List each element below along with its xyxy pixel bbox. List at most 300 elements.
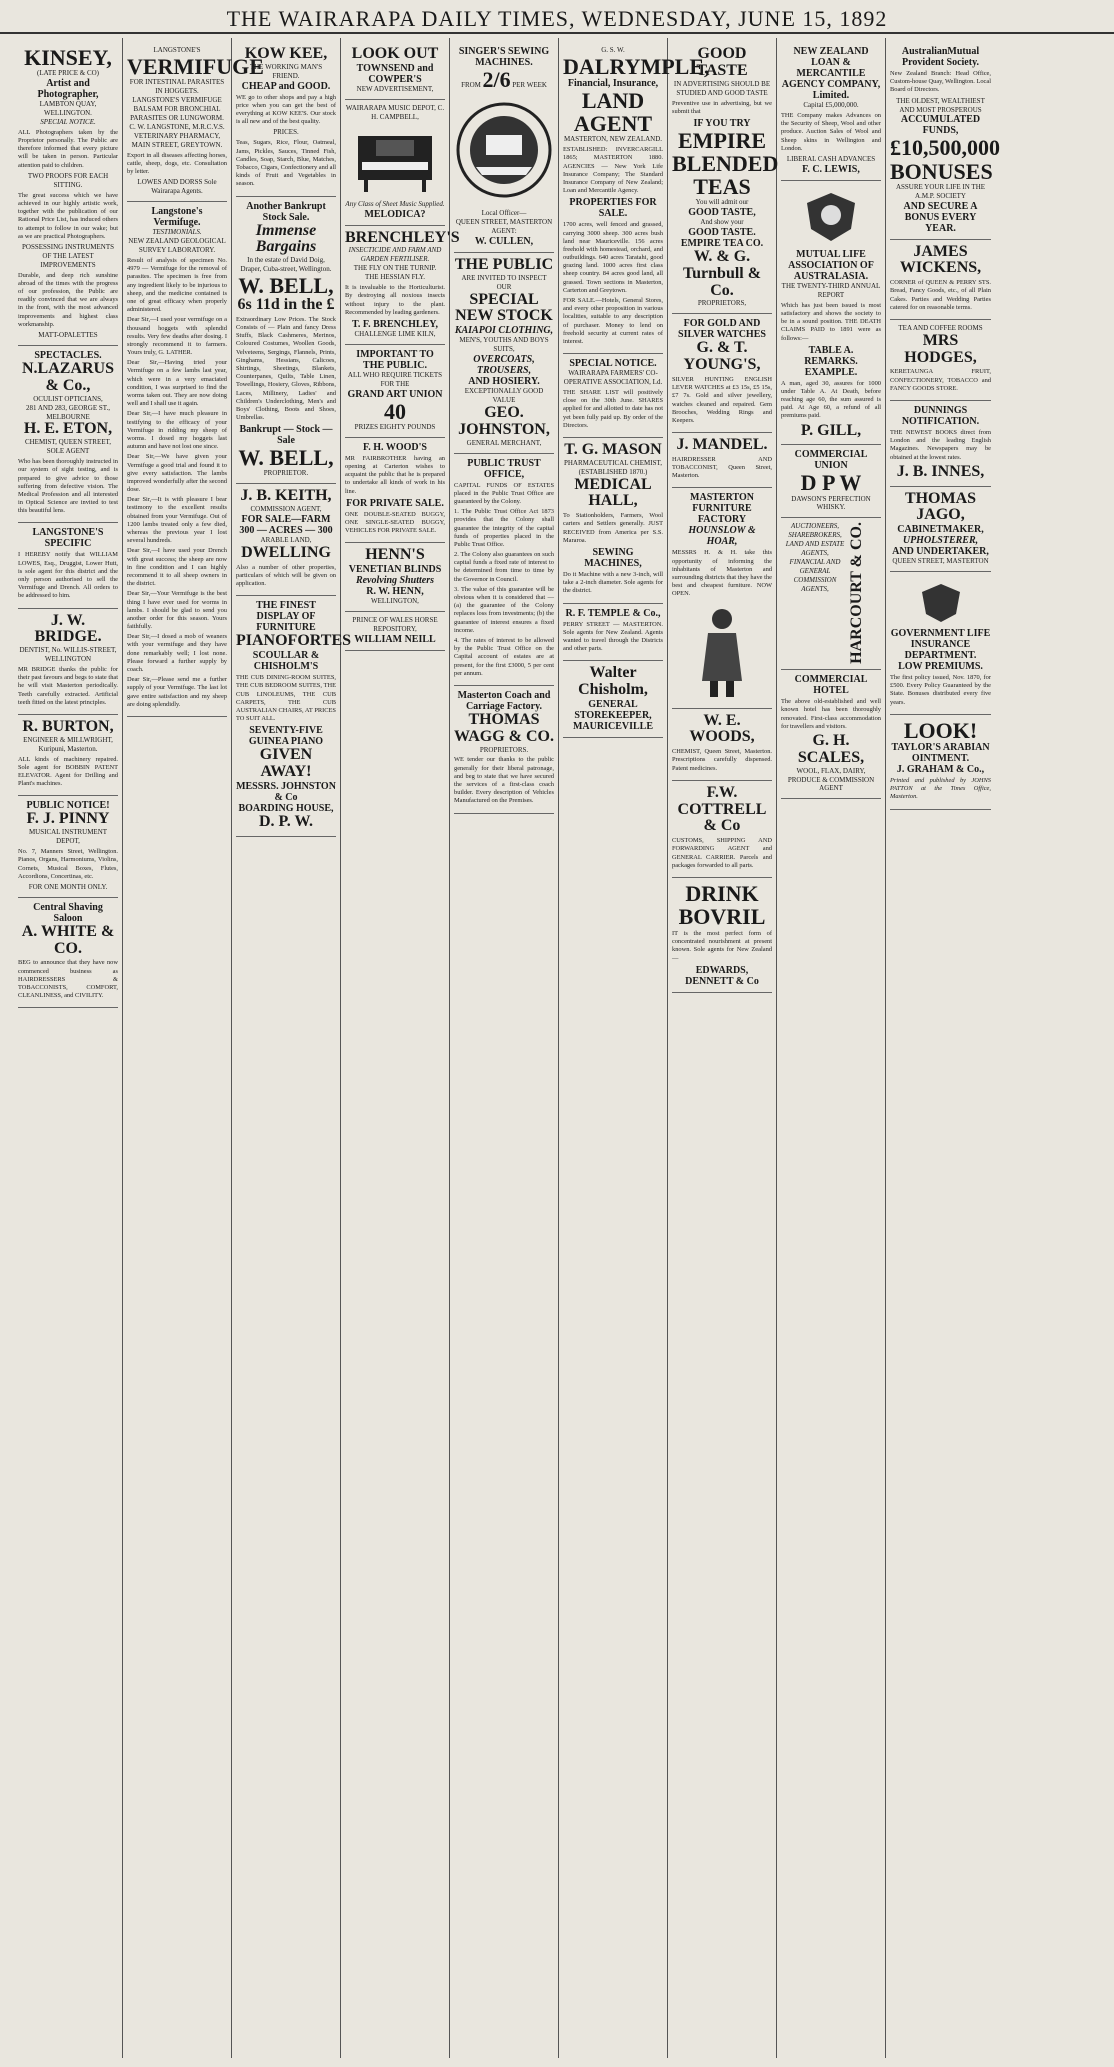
display-title: THE FINEST DISPLAY OF FURNITURE (256, 600, 316, 634)
testimonials-body-5: Dear Sir,—We have given your Vermifuge a good trial and found it to give every satisfaction. The lambs improved wonderfully after the second dose. (127, 453, 227, 494)
neill-ad (345, 612, 445, 651)
secure: AND SECURE A BONUS EVERY YEAR. (903, 200, 978, 234)
private-body: ONE DOUBLE-SEATED BUGGY, ONE SINGLE-SEATED BUGGY, VEHICLES FOR PRIVATE SALE. (345, 510, 445, 535)
kinsey-name: KINSEY, (24, 45, 112, 70)
mens: MEN'S, YOUTHS AND BOYS SUITS, (459, 336, 549, 354)
testimonials-ad (127, 202, 227, 717)
farmers-body: THE SHARE LIST will positively close on the 30th June. SHARES applied for and allotted to date has not yet been fully paid up. By order of the Directors. (563, 389, 663, 429)
kowkee-ad (236, 42, 336, 197)
hodges-body: KERETAUNGA FRUIT, CONFECTIONERY, TOBACCO and FANCY GOODS STORE. (890, 368, 991, 392)
undertaker: AND UNDERTAKER, (892, 546, 989, 558)
revolving: Revolving Shutters (355, 575, 435, 587)
commission-agents: COMMISSION AGENTS, (793, 576, 837, 594)
furniture-title: MASTERTON FURNITURE FACTORY (690, 492, 754, 526)
artunion-ad (345, 345, 445, 438)
singers-logo (456, 95, 552, 205)
masthead-title: THE WAIRARAPA DAILY TIMES, WEDNESDAY, JUNE 15, 1892 (0, 0, 1114, 34)
singer-ad (454, 42, 554, 253)
empire-ad (672, 42, 779, 314)
taylor-ad (890, 715, 991, 810)
column-8 (777, 38, 886, 2058)
lunch: TEA AND COFFEE ROOMS (898, 323, 983, 332)
nzloan-body: THE Company makes Advances on the Security of Sheep, Wool and other produce. Auction Sales of Wool and Sheep skins in Wellington and London. (781, 111, 881, 152)
vermifuge-body: Export in all diseases affecting horses, cattle, sheep, dogs, etc. Consultation by letter. (127, 151, 227, 176)
wickens-ad (890, 240, 991, 320)
special-notice: SPECIAL NOTICE. (40, 117, 96, 126)
per-week: PER WEEK (512, 81, 547, 89)
cullen-name: W. CULLEN, (474, 235, 534, 247)
if-you: IF YOU TRY (693, 117, 751, 129)
bonuses: BONUSES (890, 158, 993, 184)
insecticide: INSECTICIDE AND FARM AND GARDEN FERTILISER. (348, 246, 442, 264)
govt-ad (890, 572, 991, 715)
kinsey-role: Artist and Photographer, (37, 78, 99, 101)
example: EXAMPLE. (804, 366, 858, 378)
eton-role: CHEMIST, QUEEN STREET, SOLE AGENT (24, 438, 112, 456)
dunning-title: DUNNINGS NOTIFICATION. (901, 405, 980, 428)
mutual-name: MUTUAL LIFE ASSOCIATION OF AUSTRALASIA. (788, 248, 874, 282)
johnston-ad (454, 253, 554, 454)
keith-ad (236, 484, 336, 596)
hotel-body: The above old-established and well known hotel has been thoroughly renovated. First-class accommodation for travellers and visitors. (781, 698, 881, 730)
grand: GRAND ART UNION (347, 388, 443, 400)
vermifuge2-title: Langstone's Vermifuge. (151, 206, 203, 229)
dalrymple-body-1: ESTABLISHED: INVERCARGILL 1865; MASTERTON 1880. AGENCIES — New York Life Insurance Company; The Standard Insurance Company of New Zealand; Loan and Mercantile Agency. (563, 146, 663, 195)
bovril-title: DRINK BOVRIL (678, 880, 766, 929)
example-body: A man, aged 30, assures for 1000 under Table A. At Death, before reaching age 60, the sum assured is paid. At Age 60, a refund of all premiums paid. (781, 379, 881, 420)
column-2 (123, 38, 264, 2058)
trust-body-3: 2. The Colony also guarantees on such capital funds a fixed rate of interest to be determined from time to time by the Governor in Council. (454, 551, 554, 583)
mutual-body: Which has just been issued is most satisfactory and shows the society to be in a sound position. THE DEATH CLAIMS PAID to 1891 were as follows:— (781, 301, 881, 342)
tickets: ALL WHO REQUIRE TICKETS FOR THE (347, 370, 443, 388)
wood-body: MR FAIRBROTHER having an opening at Carterton wishes to acquaint the public that he is prepared to undertake all kinds of work in his line. (345, 454, 445, 495)
give-away: GIVEN AWAY! (259, 746, 313, 781)
govt-title: GOVERNMENT LIFE INSURANCE DEPARTMENT. (890, 628, 991, 662)
trust-title: PUBLIC TRUST OFFICE, (467, 457, 541, 480)
furniture-ad (672, 488, 772, 708)
bell-ad (236, 197, 336, 485)
sheet-music: Any Class of Sheet Music Supplied. (345, 199, 445, 208)
bell-body: Extraordinary Low Prices. The Stock Consists of — Plain and fancy Dress Stuffs, Black Cashmeres, Merinos, Coloured Costumes, Woollen Goods, Velveteens, Sergings, Flannels, Prints, Ginghams, Hessians, Calicoes, Shirtings, Sheetings, Blankets, Counterpanes, Quilts, Table Linen, Towellings, Hosiery, Gloves, Ribbons, Laces, Millinery, Ladies' and Children's Underclothing, Men's and Boys' Clothing, Boots and Shoes, Umbrellas. (236, 315, 336, 422)
hosiery: AND HOSIERY. (468, 376, 540, 388)
taylor: TAYLOR'S ARABIAN OINTMENT. (891, 741, 990, 764)
brenchley-co: T. F. BRENCHLEY, (351, 318, 439, 330)
lazarus-place: 281 AND 283, GEORGE ST., MELBOURNE (25, 403, 111, 421)
testimonials-body-7: Dear Sir,—I have used your Drench with great success; the sheep are now in fine condition and I can highly recommend it to all sheep owners in the district. (127, 547, 227, 588)
special-stock: SPECIAL NEW STOCK (455, 290, 553, 325)
mats: MATT-OPALETTES (38, 331, 98, 340)
henn2-name: R. W. HENN, (366, 586, 424, 598)
kinsey-body-2: The great success which we have achieved in our highly artistic work, together with the publication of our Rational Price List, has induced others to attempt to follow in our wake; but as we are practical Photographers. (18, 191, 118, 240)
bell-name: W. BELL, (238, 273, 334, 299)
henn-place: WELLINGTON, (371, 597, 419, 606)
townsend-ad (345, 42, 445, 100)
sewing-machines: SEWING MACHINES, (584, 547, 642, 570)
remarks: REMARKS. (804, 355, 858, 367)
testimonials-body-2: Dear Sir,—I used your vermifuge on a thousand hoggets with splendid results. Very few deaths after dosing. I strongly recommend it to farmers. Yours truly, G. LATHER. (127, 316, 227, 357)
boarding: BOARDING HOUSE, (238, 802, 334, 814)
kinsey-sub: (LATE PRICE & CO) (36, 69, 100, 78)
trousers: TROUSERS, (476, 365, 532, 377)
hounslow: HOUNSLOW & HOAR, (688, 525, 756, 548)
new-ad: NEW ADVERTISEMENT, (356, 84, 434, 93)
graham: J. GRAHAM & Co., (896, 763, 985, 775)
dpw-title: D P W (800, 470, 862, 496)
commercial-hotel: COMMERCIAL HOTEL (794, 674, 868, 697)
amp-title: AustralianMutual Provident Society. (901, 46, 980, 68)
harcourt-ad (781, 518, 881, 670)
challenge: CHALLENGE LIME KILN, (354, 329, 436, 338)
dalrymple-place: MASTERTON, NEW ZEALAND. (563, 135, 663, 144)
burton-body: ALL kinds of machinery repaired. Sole agent for BOBBIN PATENT ELEVATOR. Agent for Drilling and Plant's machines. (18, 755, 118, 788)
bridge-name: J. W. BRIDGE. (34, 611, 102, 646)
townsend-name: TOWNSEND and COWPER'S (356, 62, 434, 85)
lab-title: NEW ZEALAND GEOLOGICAL SURVEY LABORATORY. (128, 237, 226, 255)
vermifuge-ad (127, 42, 264, 202)
eton-name: H. E. ETON, (23, 420, 113, 438)
testimonials-body-6: Dear Sir,—It is with pleasure I bear testimony to the excellent results obtained from your Vermifuge. Out of 1200 lambs treated only a few died, whereas the previous year I lost several hundreds. (127, 496, 227, 545)
dpw-mark: D. P. W. (258, 812, 314, 830)
testimonials-title: TESTIMONIALS. (152, 228, 202, 237)
chisholm-name: Walter Chisholm, (578, 664, 648, 699)
immense: Immense Bargains (255, 221, 317, 256)
prices-body: Teas, Sugars, Rice, Flour, Oatmeal, Jams, Pickles, Sauces, Tinned Fish, Candles, Soap, Starch, Blue, Matches, Tobacco, Cigars, Confectionery and all kinds of Fruit and Vegetables in season. (236, 139, 336, 188)
trust-body-2: 1. The Public Trust Office Act 1873 provides that the Colony shall guarantee the integrity of the capital funds of properties placed in the Public Trust Office. (454, 508, 554, 548)
acres: 300 — ACRES — 300 (239, 525, 333, 537)
piano-illustration (350, 126, 440, 196)
wickens-name: JAMES WICKENS, (899, 242, 982, 277)
taste-sub: IN ADVERTISING SHOULD BE STUDIED AND GOOD TASTE (673, 79, 771, 97)
kaiapoi: KAIAPOI CLOTHING, (454, 325, 554, 337)
dalrymple-ad (563, 42, 710, 354)
turnbull-role: PROPRIETORS, (697, 299, 747, 308)
price: 2/6 (482, 67, 511, 92)
kinsey-body-1: ALL Photographers taken by the Proprietor personally. The Public are therefore informed that every picture will be taken in person. Particular attention paid to children. (18, 128, 118, 169)
young-ad (672, 314, 772, 433)
blended-title: BLENDED (672, 150, 779, 176)
vermifuge-sub: FOR INTESTINAL PARASITES IN HOGGETS. (129, 78, 225, 95)
oldest: THE OLDEST, WEALTHIEST AND MOST PROSPEROUS (896, 96, 985, 114)
financial-general: FINANCIAL AND GENERAL (789, 558, 841, 576)
melodica: MELODICA? (364, 208, 426, 220)
wood-ad (345, 438, 445, 544)
shaving-title: Central Shaving Saloon (33, 901, 103, 924)
hodges-name: MRS HODGES, (904, 331, 977, 366)
pianofortes: PIANOFORTES (236, 632, 352, 650)
patent-title: POSSESSING INSTRUMENTS OF THE LATEST IMPROVEMENTS (22, 242, 114, 269)
trust-ad (454, 454, 554, 686)
wagg-body: WE tender our thanks to the public generally for their liberal patronage, and beg to state that we have secured the services of a first-class coach builder. Every description of Vehicles Manufactured on the Premises. (454, 756, 554, 805)
mandel-body: HAIRDRESSER AND TOBACCONIST, Queen Street, Masterton. (672, 455, 772, 480)
dalrymple-body-2: 1700 acres, well fenced and grassed, carrying 3000 sheep. 300 acres bush land near Mauriceville. 156 acres freehold with homestead, orchard, and outbuildings. 640 acres Taratahi, good grazing land. 1000 acres first class sheep country. 84 acres good land, all grassed. Town sections in Masterton, Carterton and Greytown. (563, 221, 663, 294)
forty: 40 (384, 398, 406, 424)
prizes: PRIZES EIGHTY POUNDS (354, 422, 436, 431)
low-premiums: LOW PREMIUMS. (898, 661, 983, 673)
scales-role: WOOL, FLAX, DAIRY, PRODUCE & COMMISSION AGENT (787, 766, 875, 793)
assure: ASSURE YOUR LIFE IN THE A.M.P. SOCIETY (895, 182, 986, 200)
trust-body-5: 4. The rates of interest to be allowed by the Public Trust Office on the Capital account of estates are at present, for the first £3000, 5 per cent per annum. (454, 636, 554, 677)
taste3: GOOD TASTE. (688, 227, 756, 239)
auctioneers: AUCTIONEERS, (790, 522, 840, 531)
wagg-role: PROPRIETORS. (479, 745, 529, 754)
kowkee-sub: THE WORKING MAN'S FRIEND. (249, 62, 323, 80)
neill-name: WILLIAM NEILL (354, 634, 436, 646)
testimonials-body-9: Dear Sir,—I dosed a mob of weaners with your vermifuge and they have done remarkably well; I lost none. Please forward a further supply by coach. (127, 633, 227, 673)
mandel-ad (672, 433, 772, 488)
brenchley-ad (345, 226, 460, 345)
seventy: SEVENTY-FIVE GUINEA PIANO (248, 725, 324, 748)
arable: ARABLE LAND, (260, 536, 312, 545)
henn-name: HENN'S (365, 546, 425, 564)
white-body: BEG to announce that they have now commenced business as HAIRDRESSERS & TOBACCONISTS, COMFORT, CLEANLINESS, and CIVILITY. (18, 959, 118, 1000)
cottrell-name: F.W. COTTRELL & Co (677, 783, 767, 835)
harcourt-name: HARCOURT & CO. (848, 522, 865, 665)
cabinet: CABINETMAKER, (897, 524, 984, 536)
price-line (454, 68, 554, 91)
brenchley-name: BRENCHLEY'S (345, 228, 460, 246)
show: And show your (700, 218, 744, 227)
farmers-name: WAIRARAPA FARMERS' CO-OPERATIVE ASSOCIATION, Ld. (563, 369, 663, 387)
lewis-name: F. C. LEWIS, (802, 163, 860, 175)
public-notice: PUBLIC NOTICE! (26, 800, 110, 812)
column-1 (14, 38, 123, 2058)
vermifuge-agents: LOWES AND DORSS Sole Wairarapa Agents. (137, 178, 217, 196)
wagg-ad (454, 686, 554, 814)
overcoats: OVERCOATS, (473, 354, 535, 366)
upholsterer: UPHOLSTERER, (902, 535, 979, 547)
column-9 (886, 38, 1000, 2058)
from-label: FROM (461, 81, 481, 89)
specific-title: LANGSTONE'S SPECIFIC (32, 527, 104, 550)
column-7 (668, 38, 777, 2058)
temple-ad (563, 604, 663, 662)
mutual-ad (781, 181, 881, 446)
woods-body: CHEMIST, Queen Street, Masterton. Prescriptions carefully dispensed. Patent medicines. (672, 748, 772, 772)
gill-name: P. GILL, (800, 421, 862, 439)
sharebrokers: SHAREBROKERS, (788, 531, 842, 540)
columns (14, 38, 1104, 2058)
column-5 (450, 38, 559, 2058)
prices-title: PRICES. (273, 128, 299, 137)
testimonials-body-1: Result of analysis of specimen No. 4979 — Vermifuge for the removal of parasites. The specimen is free from any ingredient likely to be injurious to sheep, and the medicine contained is one of great efficacy when properly administered. (127, 257, 227, 314)
empire-body: Preventive use in advertising, but we submit that (672, 99, 772, 115)
kowkee-body: WE go to other shops and pay a high price when you can get the best of everything at KOW KEE'S. Our stock is all new and of the best quality. (236, 93, 336, 126)
jago-ad (890, 487, 991, 573)
special-notice6: SPECIAL NOTICE. (569, 358, 657, 370)
pinny-body: No. 7, Manners Street, Wellington. Pianos, Organs, Harmoniums, Violins, Cornets, Musical Boxes, Flutes, Accordions, Concertinas, etc. (18, 848, 118, 880)
figure-illustration (682, 603, 762, 699)
prince: PRINCE OF WALES HORSE REPOSITORY, (352, 616, 438, 634)
sewing-body: Do it Machine with a new 3-inch, will take a 2-inch diameter. Sole agents for the district. (563, 571, 663, 595)
mason-body: To Stationholders, Farmers, Wool carters and Settlers generally. JUST RECEIVED from America per S.S. Mararoa. (563, 512, 663, 544)
lazarus-role: OCULIST OPTICIANS, (33, 394, 103, 403)
mason-name: T. G. MASON (564, 440, 662, 458)
teas-title: TEAS (693, 174, 751, 200)
column-4 (341, 38, 460, 2058)
scales-name: G. H. SCALES, (797, 731, 865, 766)
admit: You will admit our (695, 198, 749, 207)
scoullar-name: SCOULLAR & CHISHOLM'S (252, 650, 320, 673)
storekeeper: GENERAL STOREKEEPER, (574, 698, 652, 721)
photos-title: TWO PROOFS FOR EACH SITTING. (27, 171, 109, 189)
wagg-name: THOMAS WAGG & CO. (454, 710, 554, 745)
specific-body: I HEREBY notify that WILLIAM LOWES, Esq., Druggist, Lower Hutt, is sole agent for this district and the only person authorised to sell the Vermifuge and Drench. All orders to be addressed to him. (18, 551, 118, 600)
land-estate: LAND AND ESTATE AGENTS, (785, 540, 845, 558)
dawson: DAWSON'S PERFECTION WHISKY. (791, 494, 871, 512)
financial: Financial, Insurance, (567, 78, 659, 90)
dalrymple-body-3: FOR SALE.—Hotels, General Stores, and every other proposition in various localities, suitable to any description of purchaser. Money to lend on freehold security at current rates of interest. (563, 297, 663, 345)
pinny-role: MUSICAL INSTRUMENT DEPOT, (28, 828, 108, 846)
specific-ad (18, 523, 118, 608)
govt-crest (916, 580, 966, 624)
estate: In the estate of David Doig, Draper, Cuba-street, Wellington. (240, 256, 332, 274)
henn-ad (345, 543, 445, 612)
trust-body-1: CAPITAL FUNDS OF ESTATES placed in the Public Trust Office are guaranteed by the Colony. (454, 481, 554, 505)
brenchley-body: It is invaluable to the Horticulturist. By destroying all noxious insects without injury to the plant. Recommended by leading gardeners. (345, 284, 445, 316)
young-name: G. & T. YOUNG'S, (683, 339, 761, 374)
property-sale: PROPERTIES FOR SALE. (569, 197, 657, 220)
commercial-union: COMMERCIAL UNION (794, 449, 868, 472)
vermifuge-top: LANGSTONE'S (153, 46, 201, 54)
venetian: VENETIAN BLINDS (348, 564, 442, 576)
hotel-ad (781, 670, 881, 799)
hessian: THE HESSIAN FLY. (364, 273, 426, 282)
pound: 6s 11d in the £ (237, 296, 335, 314)
coach-title: Masterton Coach and Carriage Factory. (457, 689, 551, 712)
merchant: GENERAL MERCHANT, (466, 438, 542, 447)
dunning-ad (890, 401, 991, 487)
wood-name: F. H. WOOD'S (363, 441, 427, 453)
bankrupt1: Another Bankrupt Stock Sale. (246, 200, 326, 223)
mutual-crest (801, 189, 861, 245)
gold-watches: FOR GOLD AND SILVER WATCHES (678, 318, 766, 341)
pinny-ad (18, 796, 118, 897)
scoullar-body: THE CUB DINING-ROOM SUITES, THE CUB BEDROOM SUITES, THE CUB LINOLEUMS, THE CUB CARPETS, THE CUB AUSTRALIAN CHAIRS, AT PRICES TO SUIT ALL. (236, 674, 336, 723)
bell2-name: W. BELL, (238, 445, 334, 471)
woods-ad (672, 709, 772, 781)
one-month: FOR ONE MONTH ONLY. (28, 882, 108, 891)
mason-ad (563, 438, 663, 604)
lookout: LOOK OUT (351, 45, 439, 62)
land-agent: LAND AGENT (573, 88, 653, 137)
keith-name: J. B. KEITH, (240, 487, 332, 505)
public-title: THE PUBLIC (454, 255, 554, 273)
testimonials-body-8: Dear Sir,—Your Vermifuge is the best thing I have ever used for worms in lambs. I should be glad to send you another order for this season. Yours faithfully. (127, 590, 227, 631)
young-body: SILVER HUNTING ENGLISH LEVER WATCHES at £3 15s, £5 15s, £7 7s. Gold and silver jewellery, watches cleaned and repaired. Gem Brooches, Wedding Rings and Keepers. (672, 376, 772, 424)
burton-ad (18, 715, 118, 796)
bridge-role: DENTIST, No. WILLIS-STREET, WELLINGTON (19, 646, 117, 664)
kinsey-body-3: Durable, and deep rich sunshine abroad of the times with the progress of our profession, the Public are readily convinced that we are always in the front, with the most advanced improvements and highest class workmanship. (18, 271, 118, 328)
wickens-body: CORNER of QUEEN & PERRY STS. Bread, Fancy Goods, etc., of all Plain Cakes. Parties and Wedding Parties catered for on reasonable terms. (890, 279, 991, 311)
cottrell-ad (672, 781, 772, 878)
bronchial: LANGSTONE'S VERMIFUGE BALSAM FOR BRONCHIAL PARASITES OR LUNGWORM. (130, 95, 224, 122)
farm-sale: FOR SALE—FARM (241, 514, 331, 526)
burton-name: R. BURTON, (22, 718, 114, 736)
farmers-ad (563, 354, 663, 438)
kinsey-place: LAMBTON QUAY, WELLINGTON. (39, 100, 97, 117)
bovril-body: IT is the most perfect form of concentrated nourishment at present known. Sole agents for New Zealand— (672, 930, 772, 962)
printed: Printed and published by JOHNS PATTON at the Times Office, Masterton. (890, 776, 991, 801)
hodges-ad (890, 320, 991, 401)
bell-proprietor: PROPRIETOR. (263, 469, 309, 478)
mason-role: PHARMACEUTICAL CHEMIST, (ESTABLISHED 1870.) (563, 458, 662, 476)
accum: ACCUMULATED FUNDS, (900, 114, 981, 137)
liberal: LIBERAL CASH ADVANCES (786, 154, 876, 163)
innes-name: J. B. INNES, (896, 462, 985, 480)
column-3 (232, 38, 352, 2058)
testimonials-body-10: Dear Sir,—Please send me a further supply of your Vermifuge. The last lot gave entire satisfaction and my sheep are doing splendidly. (127, 676, 227, 708)
bridge-ad (18, 609, 118, 715)
dennett: EDWARDS, DENNETT & Co (685, 964, 759, 987)
amp-ad (890, 42, 1000, 240)
cheap-good: CHEAP and GOOD. (241, 80, 331, 92)
chisholm-ad (563, 661, 663, 738)
bridge-body: MR BRIDGE thanks the public for their past favours and begs to state that he will visit Masterton periodically. Teeth carefully extracted. Artificial teeth fitted on the latest principles. (18, 666, 118, 706)
govt-body: The first policy issued, Nov. 1870, for £500. Every Policy Guaranteed by the State. Bonuses distributed every five years. (890, 674, 991, 706)
importance: IMPORTANT TO THE PUBLIC. (356, 348, 434, 371)
mauriceville: MAURICEVILLE (572, 720, 653, 732)
taste2: GOOD TASTE, (688, 207, 756, 219)
taste1: GOOD TASTE (696, 45, 748, 79)
vermifuge-title: VERMIFUGE (127, 53, 264, 79)
agent-label: AGENT: (491, 227, 517, 235)
kinsey-ad (18, 42, 118, 346)
gsw: G. S. W. (601, 46, 625, 54)
geo-johnston: GEO. JOHNSTON, (458, 404, 550, 438)
capital: Capital £5,000,000. (803, 101, 859, 109)
triennial: THE TWENTY-THIRD ANNUAL REPORT (781, 281, 881, 299)
commercial-ad (781, 445, 881, 518)
white-name: A. WHITE & CO. (21, 922, 115, 957)
dunning-body: THE NEWEST BOOKS direct from London and the leading English Magazines. Newspapers may be obtained at the lowest rates. (890, 429, 991, 461)
burton-role: ENGINEER & MILLWRIGHT, Kuripuni, Masterton. (23, 735, 113, 753)
column-6 (559, 38, 710, 2058)
mandel-name: J. MANDEL. (676, 436, 768, 454)
music-depot: WAIRARAPA MUSIC DEPOT, C. H. CAMPBELL, (345, 103, 445, 121)
good-value: EXCEPTIONALLY GOOD VALUE (464, 387, 544, 405)
spectacles-title: SPECTACLES. (34, 350, 102, 361)
dwelling: DWELLING (241, 544, 331, 562)
nzloan-name: NEW ZEALAND LOAN & MERCANTILE AGENCY COMPANY, Limited. (781, 46, 881, 101)
trust-body-4: 3. The value of this guarantee will be obvious when it is considered that — (a) the guarantee of the Colony replaces loss from investments; (b) the guarantee of interest ensures a fixed income. (454, 585, 554, 634)
lazarus-name: N.LAZARUS & Co., (21, 360, 114, 394)
testimonials-body-3: Dear Sir,—Having tried your Vermifuge on a few lambs last year, which were in a very emaciated condition, I was surprised to find the worms taken out. They are now doing well and I shall use it again. (127, 359, 227, 408)
singers-title: SINGER'S SEWING MACHINES. (458, 46, 550, 68)
testimonials-body-4: Dear Sir,—I have much pleasure in testifying to the efficacy of your Vermifuge in ridding my sheep of worms. I dosed my hoggets last autumn and have not lost one since. (127, 410, 227, 451)
campbell-ad (345, 100, 445, 226)
bankrupt2: Bankrupt — Stock — Sale (239, 424, 333, 447)
medical-hall: MEDICAL HALL, (574, 475, 652, 510)
temple-name: R. F. TEMPLE & Co., (565, 607, 661, 619)
nzloan-ad (781, 42, 881, 181)
furniture-body: MESSRS H. & H. take this opportunity of informing the inhabitants of Masterton and surrounding districts that they have the best and cheapest furniture. NOW OPEN. (672, 549, 772, 598)
eton-body: Who has been thoroughly instructed in our system of sight testing, and is prepared to give advice to those suffering from defective vision. The Medical Profession and all interested in Optical Science are invited to test this beautiful lens. (18, 458, 118, 515)
kowkee-name: KOW KEE, (244, 45, 328, 62)
temple-body: PERRY STREET — MASTERTON. Sole agents for New Zealand. Agents wanted to travel through the Districts and other parts. (563, 620, 663, 653)
invited: ARE INVITED TO INSPECT OUR (461, 273, 547, 291)
amount: £10,500,000 (890, 135, 1000, 161)
amp-body-1: New Zealand Branch: Head Office, Custom-house Quay, Wellington. Local Board of Directors. (890, 70, 992, 94)
local-officer: Local Officer— (481, 209, 527, 218)
turnbull: W. & G. Turnbull & Co. (682, 248, 762, 299)
keith-role: COMMISSION AGENT, (250, 505, 322, 514)
cottrell-body: CUSTOMS, SHIPPING AND FORWARDING AGENT and GENERAL CARRIER. Parcels and packages forwarded to all parts. (672, 837, 772, 869)
jago-name: THOMAS JAGO, (904, 489, 977, 524)
bovril-ad (672, 878, 772, 993)
johnston-co: MESSRS. JOHNSTON & Co (236, 780, 336, 803)
scoullar-ad (236, 596, 352, 836)
spectacles-ad (18, 346, 118, 523)
